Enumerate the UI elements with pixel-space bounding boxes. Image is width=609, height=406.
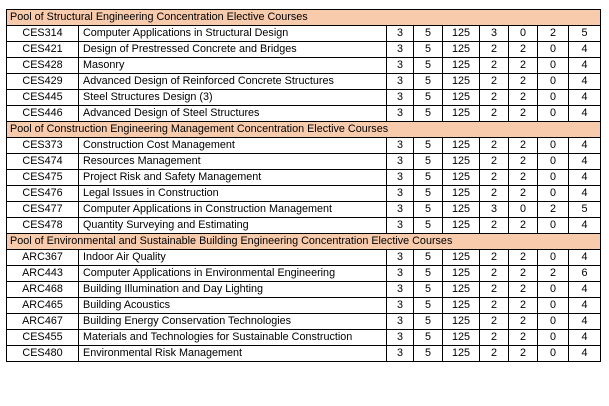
table-row — [7, 106, 601, 122]
contact-hours: 4 — [569, 74, 601, 90]
contact-hours: 4 — [569, 218, 601, 234]
lab-hours: 0 — [538, 170, 569, 186]
lecture-hours: 2 — [480, 266, 509, 282]
contact-hours: 4 — [569, 250, 601, 266]
ects-credits: 5 — [414, 266, 443, 282]
workload-hours: 125 — [443, 138, 480, 154]
workload-hours: 125 — [443, 346, 480, 362]
lecture-hours: 2 — [480, 186, 509, 202]
tutorial-hours: 0 — [509, 26, 538, 42]
contact-hours: 5 — [569, 202, 601, 218]
course-title: Resources Management — [79, 154, 387, 170]
contact-hours: 4 — [569, 154, 601, 170]
workload-hours: 125 — [443, 74, 480, 90]
workload-hours: 125 — [443, 170, 480, 186]
lab-hours: 0 — [538, 74, 569, 90]
course-title: Computer Applications in Environmental Engineering — [79, 266, 387, 282]
ects-credits: 5 — [414, 138, 443, 154]
lab-hours: 0 — [538, 42, 569, 58]
lab-hours: 0 — [538, 58, 569, 74]
course-title: Computer Applications in Structural Design — [79, 26, 387, 42]
section-header-row — [7, 234, 601, 250]
contact-hours: 4 — [569, 106, 601, 122]
lecture-hours: 2 — [480, 298, 509, 314]
credit-hours: 3 — [387, 42, 414, 58]
contact-hours: 4 — [569, 282, 601, 298]
ects-credits: 5 — [414, 250, 443, 266]
course-code: CES446 — [7, 106, 79, 122]
lecture-hours: 2 — [480, 106, 509, 122]
course-title: Advanced Design of Steel Structures — [79, 106, 387, 122]
credit-hours: 3 — [387, 58, 414, 74]
tutorial-hours: 2 — [509, 250, 538, 266]
credit-hours: 3 — [387, 314, 414, 330]
ects-credits: 5 — [414, 58, 443, 74]
credit-hours: 3 — [387, 202, 414, 218]
ects-credits: 5 — [414, 186, 443, 202]
course-title: Building Energy Conservation Technologies — [79, 314, 387, 330]
table-row — [7, 266, 601, 282]
tutorial-hours: 2 — [509, 282, 538, 298]
course-title: Building Illumination and Day Lighting — [79, 282, 387, 298]
contact-hours: 4 — [569, 170, 601, 186]
lab-hours: 0 — [538, 250, 569, 266]
lecture-hours: 2 — [480, 282, 509, 298]
course-code: CES428 — [7, 58, 79, 74]
course-title: Steel Structures Design (3) — [79, 90, 387, 106]
credit-hours: 3 — [387, 330, 414, 346]
table-row — [7, 202, 601, 218]
contact-hours: 4 — [569, 58, 601, 74]
workload-hours: 125 — [443, 202, 480, 218]
workload-hours: 125 — [443, 218, 480, 234]
ects-credits: 5 — [414, 170, 443, 186]
lecture-hours: 2 — [480, 250, 509, 266]
course-code: CES421 — [7, 42, 79, 58]
lecture-hours: 2 — [480, 74, 509, 90]
section-header-row — [7, 122, 601, 138]
course-code: CES478 — [7, 218, 79, 234]
tutorial-hours: 2 — [509, 42, 538, 58]
course-code: CES474 — [7, 154, 79, 170]
credit-hours: 3 — [387, 138, 414, 154]
course-code: CES429 — [7, 74, 79, 90]
course-code: CES373 — [7, 138, 79, 154]
course-title: Quantity Surveying and Estimating — [79, 218, 387, 234]
ects-credits: 5 — [414, 346, 443, 362]
table-row — [7, 218, 601, 234]
course-title: Project Risk and Safety Management — [79, 170, 387, 186]
course-code: CES455 — [7, 330, 79, 346]
ects-credits: 5 — [414, 154, 443, 170]
tutorial-hours: 2 — [509, 186, 538, 202]
course-code: CES445 — [7, 90, 79, 106]
contact-hours: 5 — [569, 26, 601, 42]
tutorial-hours: 2 — [509, 170, 538, 186]
course-code: ARC465 — [7, 298, 79, 314]
elective-courses-table — [6, 9, 601, 362]
tutorial-hours: 2 — [509, 154, 538, 170]
course-code: CES480 — [7, 346, 79, 362]
table-row — [7, 154, 601, 170]
lab-hours: 0 — [538, 186, 569, 202]
credit-hours: 3 — [387, 266, 414, 282]
lecture-hours: 2 — [480, 90, 509, 106]
lab-hours: 2 — [538, 266, 569, 282]
course-title: Indoor Air Quality — [79, 250, 387, 266]
credit-hours: 3 — [387, 250, 414, 266]
tutorial-hours: 2 — [509, 330, 538, 346]
lab-hours: 0 — [538, 106, 569, 122]
contact-hours: 4 — [569, 346, 601, 362]
workload-hours: 125 — [443, 186, 480, 202]
ects-credits: 5 — [414, 314, 443, 330]
table-row — [7, 170, 601, 186]
ects-credits: 5 — [414, 106, 443, 122]
table-row — [7, 330, 601, 346]
section-title: Pool of Construction Engineering Management Concentration Elective Courses — [7, 122, 601, 138]
tutorial-hours: 2 — [509, 90, 538, 106]
course-title: Advanced Design of Reinforced Concrete Structures — [79, 74, 387, 90]
workload-hours: 125 — [443, 154, 480, 170]
tutorial-hours: 2 — [509, 106, 538, 122]
workload-hours: 125 — [443, 250, 480, 266]
tutorial-hours: 0 — [509, 202, 538, 218]
course-title: Computer Applications in Construction Management — [79, 202, 387, 218]
contact-hours: 4 — [569, 298, 601, 314]
tutorial-hours: 2 — [509, 138, 538, 154]
ects-credits: 5 — [414, 90, 443, 106]
table-row — [7, 90, 601, 106]
lecture-hours: 2 — [480, 42, 509, 58]
table-row — [7, 346, 601, 362]
section-title: Pool of Structural Engineering Concentration Elective Courses — [7, 10, 601, 26]
lab-hours: 0 — [538, 138, 569, 154]
course-title: Construction Cost Management — [79, 138, 387, 154]
credit-hours: 3 — [387, 170, 414, 186]
lecture-hours: 2 — [480, 314, 509, 330]
course-title: Building Acoustics — [79, 298, 387, 314]
credit-hours: 3 — [387, 218, 414, 234]
course-code: ARC468 — [7, 282, 79, 298]
table-row — [7, 186, 601, 202]
lecture-hours: 2 — [480, 170, 509, 186]
credit-hours: 3 — [387, 346, 414, 362]
credit-hours: 3 — [387, 186, 414, 202]
credit-hours: 3 — [387, 26, 414, 42]
table-row — [7, 298, 601, 314]
contact-hours: 4 — [569, 186, 601, 202]
workload-hours: 125 — [443, 42, 480, 58]
lecture-hours: 3 — [480, 202, 509, 218]
lab-hours: 0 — [538, 298, 569, 314]
credit-hours: 3 — [387, 106, 414, 122]
lab-hours: 2 — [538, 202, 569, 218]
credit-hours: 3 — [387, 298, 414, 314]
workload-hours: 125 — [443, 106, 480, 122]
workload-hours: 125 — [443, 298, 480, 314]
course-title: Masonry — [79, 58, 387, 74]
table-row — [7, 282, 601, 298]
contact-hours: 6 — [569, 266, 601, 282]
course-title: Environmental Risk Management — [79, 346, 387, 362]
lecture-hours: 2 — [480, 138, 509, 154]
table-row — [7, 250, 601, 266]
credit-hours: 3 — [387, 154, 414, 170]
contact-hours: 4 — [569, 330, 601, 346]
tutorial-hours: 2 — [509, 298, 538, 314]
lab-hours: 2 — [538, 26, 569, 42]
lab-hours: 0 — [538, 218, 569, 234]
lecture-hours: 2 — [480, 58, 509, 74]
credit-hours: 3 — [387, 282, 414, 298]
course-title: Legal Issues in Construction — [79, 186, 387, 202]
table-row — [7, 58, 601, 74]
course-title: Materials and Technologies for Sustainable Construction — [79, 330, 387, 346]
table-row — [7, 74, 601, 90]
contact-hours: 4 — [569, 90, 601, 106]
ects-credits: 5 — [414, 330, 443, 346]
tutorial-hours: 2 — [509, 266, 538, 282]
course-code: ARC443 — [7, 266, 79, 282]
tutorial-hours: 2 — [509, 58, 538, 74]
lab-hours: 0 — [538, 314, 569, 330]
course-code: CES476 — [7, 186, 79, 202]
workload-hours: 125 — [443, 330, 480, 346]
ects-credits: 5 — [414, 282, 443, 298]
course-title: Design of Prestressed Concrete and Bridges — [79, 42, 387, 58]
ects-credits: 5 — [414, 42, 443, 58]
workload-hours: 125 — [443, 314, 480, 330]
workload-hours: 125 — [443, 26, 480, 42]
workload-hours: 125 — [443, 58, 480, 74]
tutorial-hours: 2 — [509, 74, 538, 90]
tutorial-hours: 2 — [509, 314, 538, 330]
table-body — [7, 10, 601, 362]
ects-credits: 5 — [414, 218, 443, 234]
lecture-hours: 2 — [480, 218, 509, 234]
ects-credits: 5 — [414, 26, 443, 42]
course-code: CES475 — [7, 170, 79, 186]
ects-credits: 5 — [414, 298, 443, 314]
course-code: CES477 — [7, 202, 79, 218]
course-code: ARC367 — [7, 250, 79, 266]
table-row — [7, 26, 601, 42]
course-code: ARC467 — [7, 314, 79, 330]
credit-hours: 3 — [387, 74, 414, 90]
lecture-hours: 2 — [480, 330, 509, 346]
workload-hours: 125 — [443, 266, 480, 282]
workload-hours: 125 — [443, 90, 480, 106]
lab-hours: 0 — [538, 346, 569, 362]
lecture-hours: 2 — [480, 154, 509, 170]
section-header-row — [7, 10, 601, 26]
section-title: Pool of Environmental and Sustainable Building Engineering Concentration Elective Courses — [7, 234, 601, 250]
contact-hours: 4 — [569, 138, 601, 154]
lab-hours: 0 — [538, 90, 569, 106]
tutorial-hours: 2 — [509, 346, 538, 362]
tutorial-hours: 2 — [509, 218, 538, 234]
ects-credits: 5 — [414, 202, 443, 218]
contact-hours: 4 — [569, 42, 601, 58]
table-row — [7, 42, 601, 58]
lab-hours: 0 — [538, 154, 569, 170]
lecture-hours: 3 — [480, 26, 509, 42]
workload-hours: 125 — [443, 282, 480, 298]
lecture-hours: 2 — [480, 346, 509, 362]
ects-credits: 5 — [414, 74, 443, 90]
lab-hours: 0 — [538, 282, 569, 298]
course-code: CES314 — [7, 26, 79, 42]
contact-hours: 4 — [569, 314, 601, 330]
table-row — [7, 138, 601, 154]
lab-hours: 0 — [538, 330, 569, 346]
credit-hours: 3 — [387, 90, 414, 106]
table-row — [7, 314, 601, 330]
